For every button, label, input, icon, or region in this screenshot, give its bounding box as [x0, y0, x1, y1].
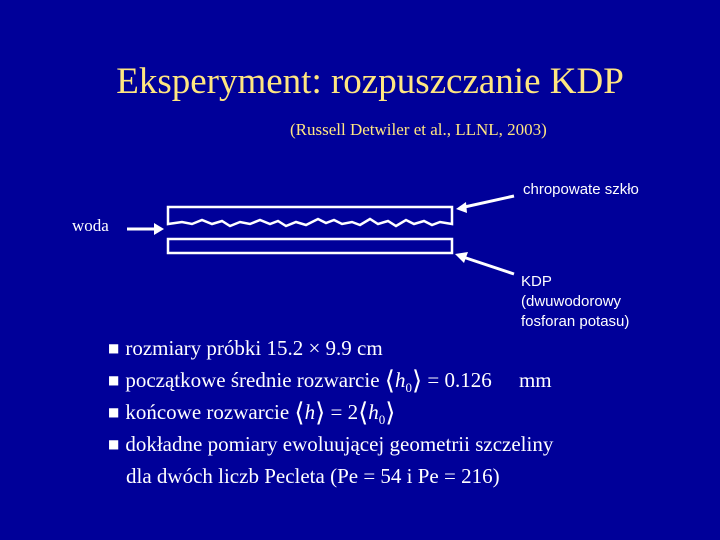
square-bullet-icon: ■: [108, 405, 120, 419]
bullet-item: [108, 396, 708, 428]
bullet-item: [108, 428, 708, 460]
kdp-label-line: KDP: [521, 273, 552, 290]
bullet-item: [108, 364, 708, 396]
bullet-text: dokładne pomiary ewoluującej geometrii szczeliny: [125, 432, 554, 456]
bullet-text: rozmiary próbki 15.2 × 9.9 cm: [125, 336, 383, 360]
slide-title: Eksperyment: rozpuszczanie KDP: [116, 61, 624, 102]
unit-label: mm: [518, 368, 552, 392]
kdp-label: [521, 272, 629, 332]
slide-subtitle: (Russell Detwiler et al., LLNL, 2003): [290, 120, 547, 139]
formula-initial-aperture: $⟨h_0⟩ = 0.126$: [384, 366, 492, 396]
kdp-plate: [168, 239, 452, 253]
kdp-label-line: fosforan potasu): [521, 313, 630, 330]
rough-glass-plate: [168, 207, 452, 226]
bullet-list: [108, 332, 708, 492]
glass-label: chropowate szkło: [523, 181, 639, 198]
kdp-pointer-arrow: [460, 256, 514, 274]
square-bullet-icon: ■: [108, 437, 120, 451]
bullet-text: początkowe średnie rozwarcie: [125, 368, 380, 392]
formula-final-aperture: ⟨h⟩ = $2⟨h_0⟩$: [294, 398, 396, 428]
bullet-continuation: dla dwóch liczb Pecleta (Pe = 54 i Pe = 216): [126, 464, 500, 488]
bullet-item: [108, 332, 708, 364]
square-bullet-icon: ■: [108, 341, 120, 355]
water-label: woda: [72, 216, 109, 235]
glass-pointer-arrow: [460, 196, 514, 208]
kdp-label-line: (dwuwodorowy: [521, 293, 622, 310]
square-bullet-icon: ■: [108, 373, 120, 387]
bullet-text: końcowe rozwarcie: [125, 400, 290, 424]
